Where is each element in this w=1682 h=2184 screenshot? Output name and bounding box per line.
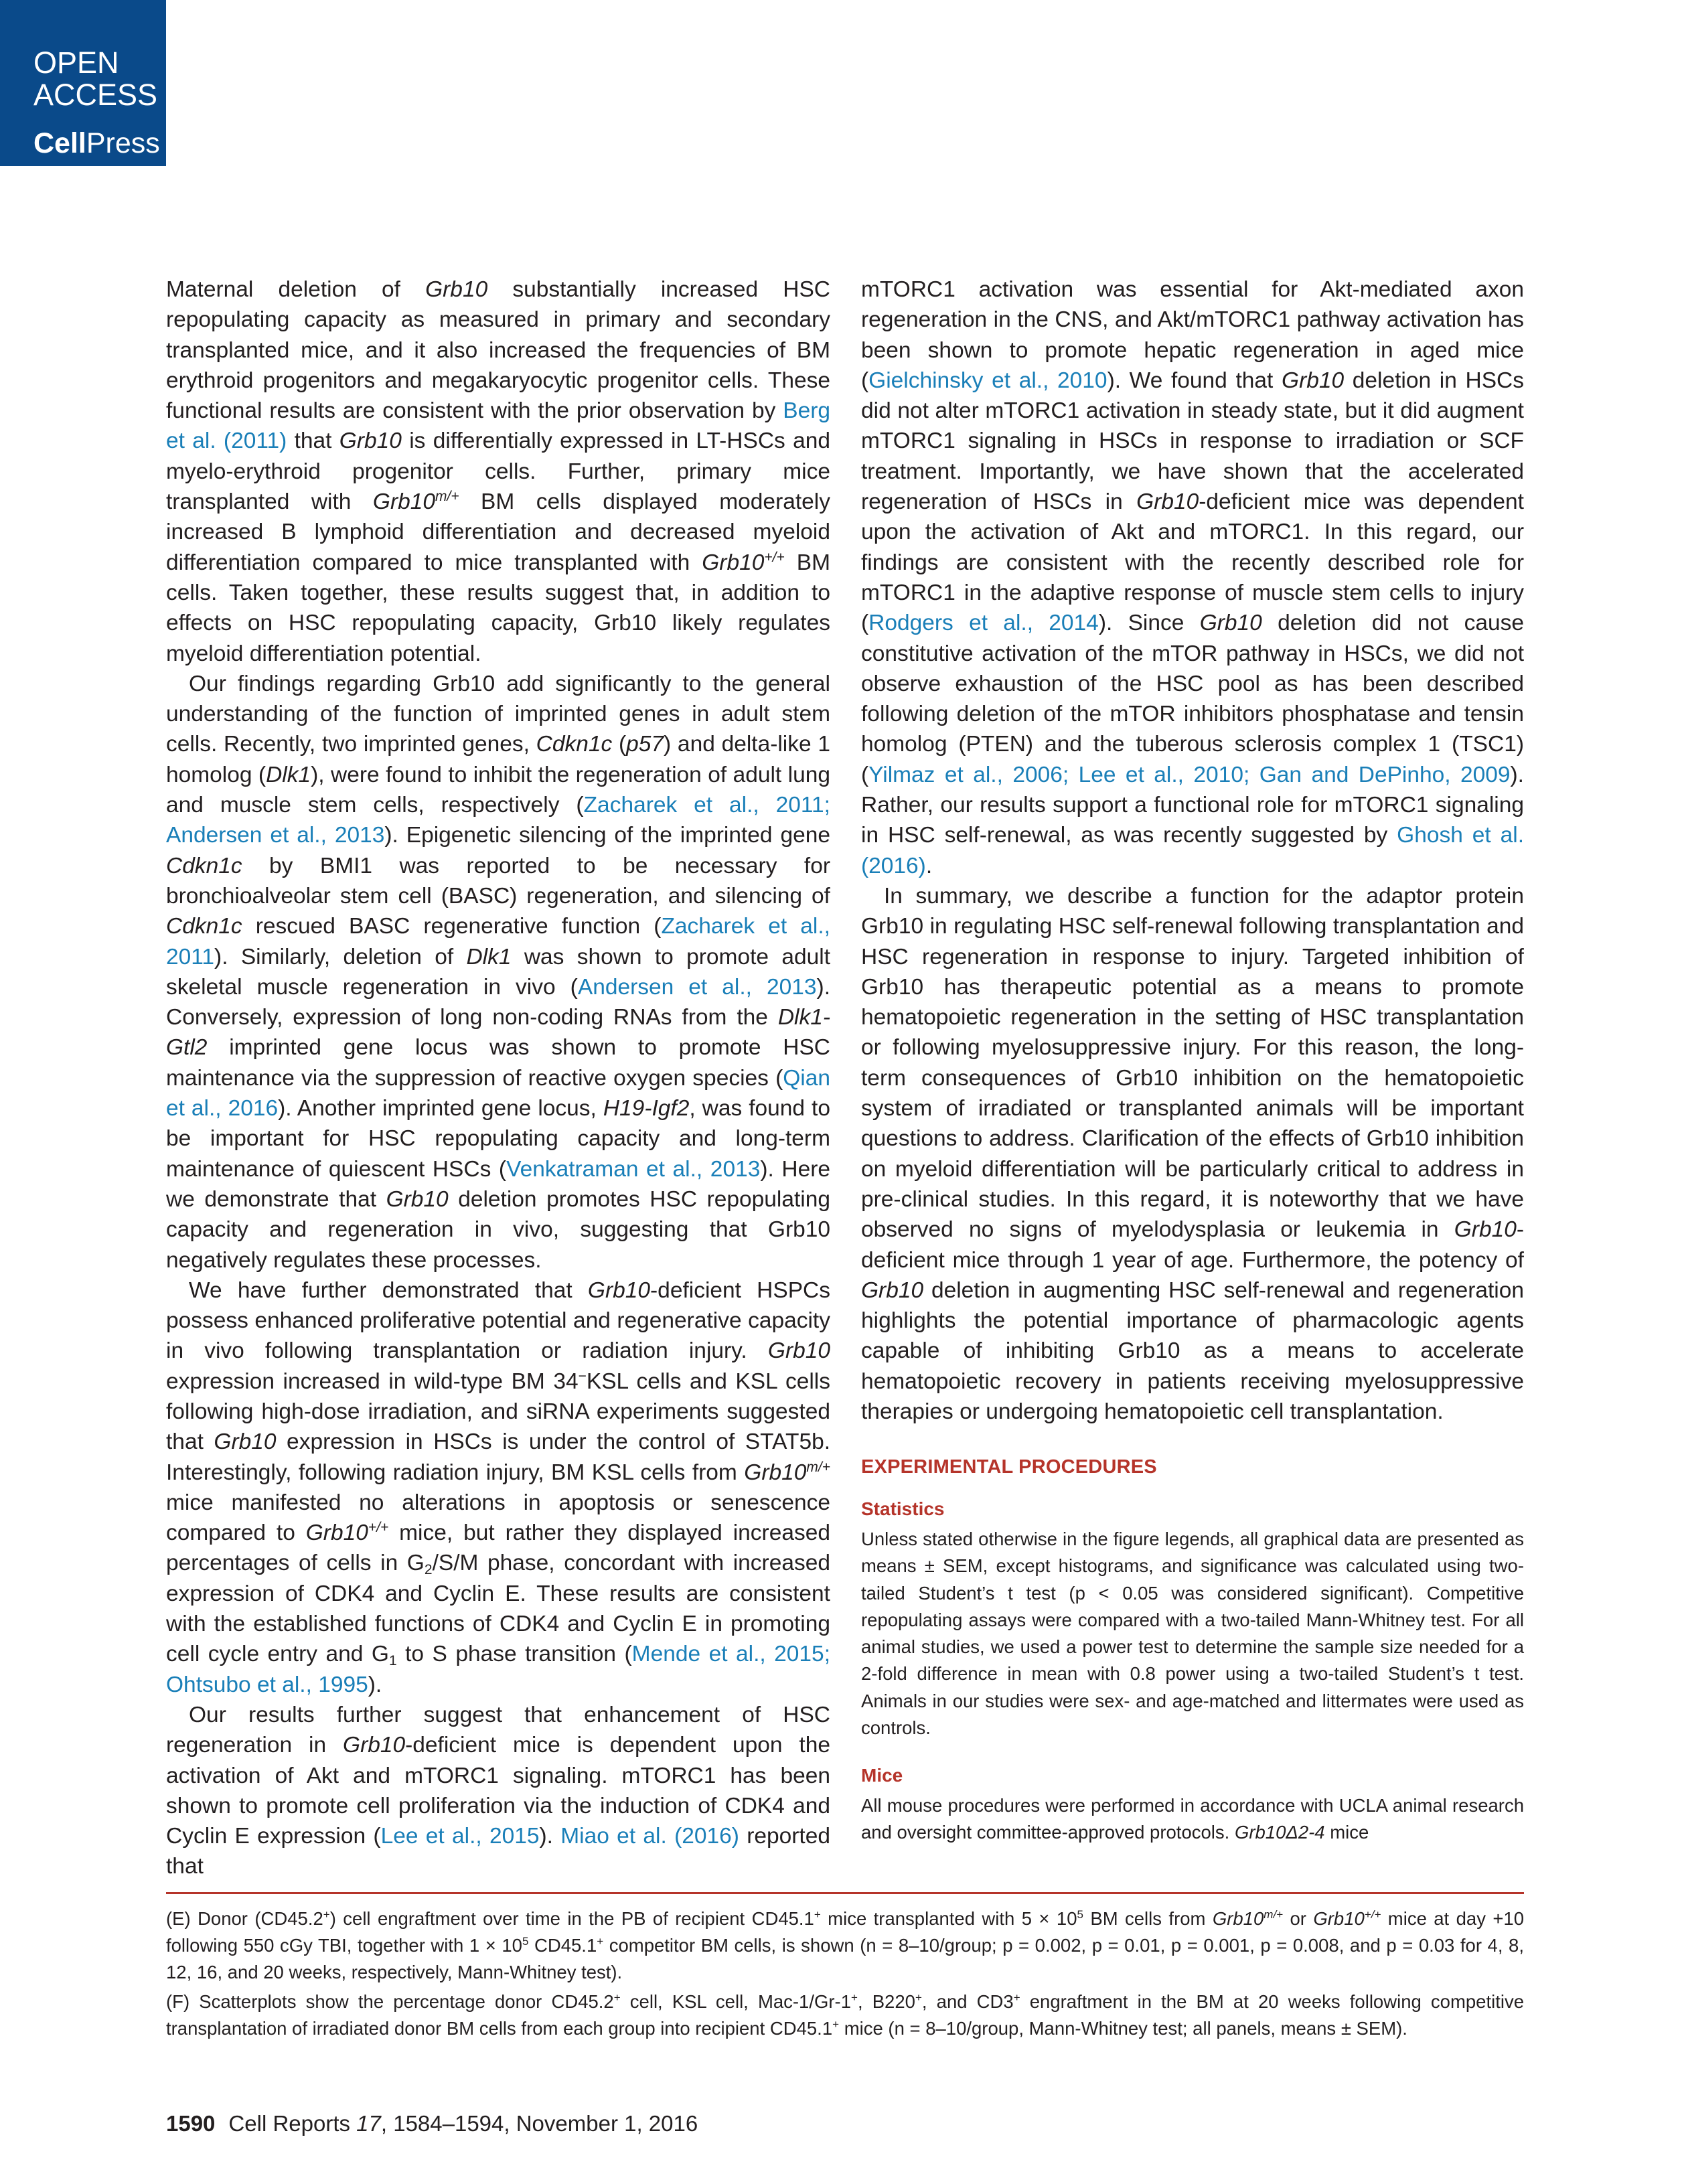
- superscript: 5: [1077, 1908, 1083, 1921]
- subscript: 1: [388, 1653, 397, 1669]
- text-run: /S/M phase, concordant with increased expression of CDK4 and Cyclin E. These results are consistent with the established functions of CDK4 and Cyclin E in promoting cell cycle entry and G: [166, 1551, 830, 1667]
- text-run: mice transplanted with 5 × 10: [820, 1908, 1077, 1929]
- citation-link[interactable]: Zacharek et al., 2011; Andersen et al., 2013: [166, 793, 830, 848]
- legend-divider: [166, 1892, 1524, 1894]
- text-run: p57: [626, 732, 664, 757]
- mice-heading: Mice: [861, 1764, 903, 1786]
- text-run: mice: [1324, 1822, 1369, 1843]
- text-run: ) and delta-like 1 homolog (: [166, 732, 830, 787]
- text-run: Our findings regarding Grb10 add significantly to the general understanding of the function of imprinted genes in adult stem cells. Recently, two imprinted genes,: [166, 671, 830, 757]
- superscript: m/+: [806, 1459, 830, 1475]
- superscript: m/+: [435, 489, 459, 505]
- experimental-procedures-heading: EXPERIMENTAL PROCEDURES: [861, 1456, 1157, 1478]
- statistics-heading: Statistics: [861, 1498, 945, 1520]
- citation-link[interactable]: Miao et al. (2016): [560, 1824, 739, 1849]
- text-run: mice at day +10 following 550 cGy TBI, together with 1 × 10: [166, 1908, 1524, 1956]
- citation-link[interactable]: Berg et al. (2011): [166, 398, 830, 454]
- text-run: expression in HSCs is under the control of STAT5b. Interestingly, following radiation injury, BM KSL cells from: [166, 1429, 831, 1485]
- text-run: is differentially expressed in LT-HSCs and myelo-erythroid progenitor cells. Further, primary mice transplanted with: [166, 428, 830, 515]
- mice-paragraph: [861, 1792, 1524, 1846]
- superscript: −: [578, 1368, 587, 1384]
- superscript: +: [851, 1991, 858, 2004]
- text-run: Our results further suggest that enhancement of HSC regeneration in: [166, 1702, 830, 1758]
- text-run: -deficient mice is dependent upon the activation of Akt and mTORC1 signaling. mTORC1 has been shown to promote cell proliferation via the induction of CDK4 and Cyclin E expression (: [166, 1733, 830, 1849]
- text-run: CD45.1: [528, 1935, 597, 1956]
- citation-link[interactable]: Zacharek et al., 2011: [166, 914, 830, 969]
- superscript: +: [915, 1991, 922, 2004]
- text-run: Grb10: [339, 428, 402, 454]
- text-run: In summary, we describe a function for the adaptor protein Grb10 in regulating HSC self-renewal following transplantation and HSC regeneration in response to injury. Targeted inhibition of Grb10 has therapeutic potential as a means to promote hematopoietic regeneration in the setting of HSC transplantation or following myelosuppressive injury. For this reason, the long-term consequences of Grb10 inhibition on the hematopoietic system of irradiated or transplanted animals will be important questions to address. Clarification of the effects of Grb10 inhibition on myeloid differentiation will be particularly critical to address in pre-clinical studies. In this regard, it is noteworthy that we have observed no signs of myelodysplasia or leukemia in: [861, 883, 1524, 1243]
- text-run: Grb10: [861, 1277, 924, 1303]
- text-run: mTORC1 activation was essential for Akt-mediated axon regeneration in the CNS, and Akt/mTORC1 pathway activation has been shown to promote hepatic regeneration in aged mice (: [861, 277, 1524, 393]
- statistics-paragraph: Unless stated otherwise in the figure legends, all graphical data are presented as means ± SEM, except histograms, and significance was calculated using two-tailed Student’s t test (p < 0.05 was considered significant). Competitive repopulating assays were compared with a two-tailed Mann-Whitney test. For all animal studies, we used a power test to determine the sample size needed for a 2-fold difference in mean with 0.8 power using a two-tailed Student’s t test. Animals in our studies were sex- and age-matched and littermates were used as controls.: [861, 1529, 1524, 1738]
- text-run: Cdkn1c: [166, 853, 242, 878]
- text-run: substantially increased HSC repopulating capacity as measured in primary and secondary transplanted mice, and it also increased the frequencies of BM erythroid progenitors and megakaryocytic progenitor cells. These functional results are consistent with the prior observation by: [166, 277, 830, 424]
- body-paragraph: [166, 1275, 830, 1700]
- text-run: Grb10Δ2-4: [1234, 1822, 1325, 1843]
- text-run: (F) Scatterplots show the percentage donor CD45.2: [166, 1991, 614, 2012]
- open-label: OPEN: [33, 46, 119, 80]
- access-label: ACCESS: [33, 78, 158, 112]
- legend-paragraph: [166, 1905, 1524, 1986]
- text-run: Grb10: [767, 1338, 830, 1364]
- page-footer: [166, 2110, 698, 2137]
- superscript: +/+: [1364, 1908, 1381, 1921]
- cellpress-logo-part-cell: Cell: [33, 127, 86, 159]
- text-run: or: [1283, 1908, 1314, 1929]
- citation-link[interactable]: Qian et al., 2016: [166, 1065, 830, 1121]
- superscript: +: [597, 1935, 604, 1948]
- text-run: engraftment in the BM at 20 weeks following competitive transplantation of irradiated donor BM cells from each group into recipient CD45.1: [166, 1991, 1524, 2039]
- left-column: [166, 275, 830, 1882]
- text-run: -deficient mice was dependent upon the activation of Akt and mTORC1. In this regard, our findings are consistent with the recently described role for mTORC1 in the adaptive response of muscle stem cells to injury (: [861, 489, 1524, 636]
- text-run: ). Rather, our results support a functional role for mTORC1 signaling in HSC self-renewal, as was recently suggested by: [861, 762, 1524, 848]
- journal-volume: 17: [356, 2111, 381, 2136]
- text-run: reported that: [166, 1824, 830, 1879]
- citation-link[interactable]: Venkatraman et al., 2013: [506, 1156, 761, 1182]
- cellpress-logo: [33, 127, 160, 160]
- text-run: mice, but rather they displayed increased percentages of cells in G: [166, 1520, 830, 1576]
- superscript: +: [1013, 1991, 1020, 2004]
- text-run: Grb10: [305, 1520, 368, 1546]
- text-run: BM cells from: [1083, 1908, 1213, 1929]
- text-run: , B220: [857, 1991, 915, 2012]
- text-run: Cdkn1c: [536, 732, 613, 757]
- text-run: Grb10: [587, 1277, 651, 1303]
- body-paragraph: [166, 1700, 830, 1882]
- text-run: ). Epigenetic silencing of the imprinted gene: [384, 823, 830, 848]
- citation-link[interactable]: Rodgers et al., 2014: [868, 611, 1099, 636]
- figure-legend: [166, 1905, 1524, 2044]
- text-run: ). Conversely, expression of long non-coding RNAs from the: [166, 974, 831, 1030]
- text-run: imprinted gene locus was shown to promote HSC maintenance via the suppression of reactive oxygen species (: [166, 1035, 830, 1091]
- text-run: mice (n = 8–10/group, Mann-Whitney test; all panels, means ± SEM).: [839, 2017, 1407, 2039]
- text-run: Maternal deletion of: [166, 277, 426, 302]
- body-paragraph: [166, 669, 830, 1275]
- text-run: to S phase transition (: [396, 1642, 632, 1667]
- citation-link[interactable]: Gielchinsky et al., 2010: [868, 368, 1107, 393]
- right-column: [861, 275, 1524, 1846]
- text-run: Dlk1-Gtl2: [166, 1005, 830, 1061]
- text-run: Dlk1: [266, 762, 311, 787]
- citation-details: , 1584–1594, November 1, 2016: [380, 2111, 698, 2136]
- text-run: rescued BASC regenerative function (: [242, 914, 662, 939]
- citation-link[interactable]: Lee et al., 2015: [380, 1824, 540, 1849]
- text-run: Dlk1: [466, 944, 512, 969]
- text-run: Grb10: [343, 1733, 406, 1758]
- citation-link[interactable]: Mende et al., 2015; Ohtsubo et al., 1995: [166, 1642, 830, 1697]
- text-run: , was found to be important for HSC repopulating capacity and long-term maintenance of quiescent HSCs (: [166, 1096, 830, 1182]
- body-paragraph: [861, 275, 1524, 881]
- text-run: ).: [539, 1824, 561, 1849]
- text-run: ). Similarly, deletion of: [214, 944, 467, 969]
- text-run: that: [287, 428, 339, 454]
- text-run: deletion in HSCs did not alter mTORC1 activation in steady state, but it did augment mTORC1 signaling in HSCs in response to irradiation or SCF treatment. Importantly, we have shown that the accelerated regeneration of HSCs in: [861, 368, 1524, 515]
- text-run: (: [612, 732, 627, 757]
- text-run: ). Since: [1098, 611, 1200, 636]
- superscript: +: [613, 1991, 621, 2004]
- text-run: KSL cells and KSL cells following high-dose irradiation, and siRNA experiments suggested that: [166, 1369, 830, 1455]
- text-run: deletion promotes HSC repopulating capacity and regeneration in vivo, suggesting that Grb10 negatively regulates these processes.: [166, 1186, 830, 1273]
- superscript: +: [323, 1908, 330, 1921]
- superscript: +: [814, 1908, 821, 1921]
- text-run: ). Another imprinted gene locus,: [278, 1096, 603, 1121]
- citation-link[interactable]: Yilmaz et al., 2006; Lee et al., 2010; Gan and DePinho, 2009: [868, 762, 1511, 787]
- text-run: mice manifested no alterations in apoptosis or senescence compared to: [166, 1490, 830, 1546]
- text-run: deletion did not cause constitutive activation of the mTOR pathway in HSCs, we did not observe exhaustion of the HSC pool as has been described following deletion of the mTOR inhibitors phosphatase and tensin homolog (PTEN) and the tuberous sclerosis complex 1 (TSC1) (: [861, 611, 1524, 787]
- citation-link[interactable]: Andersen et al., 2013: [577, 974, 817, 1000]
- text-run: Grb10: [1454, 1217, 1517, 1243]
- body-paragraph: [166, 275, 830, 669]
- text-run: Grb10: [702, 550, 765, 575]
- legend-paragraph: [166, 1988, 1524, 2042]
- text-run: was shown to promote adult skeletal muscle regeneration in vivo (: [166, 944, 830, 1000]
- text-run: ).: [368, 1672, 382, 1697]
- text-run: , and CD3: [921, 1991, 1014, 2012]
- text-run: Grb10: [744, 1460, 807, 1485]
- open-access-badge: [0, 0, 166, 166]
- text-run: Grb10: [1199, 611, 1262, 636]
- text-run: BM cells displayed moderately increased B lymphoid differentiation and decreased myeloid differentiation compared to mice transplanted with: [166, 489, 830, 575]
- text-run: Grb10: [1282, 368, 1345, 393]
- text-run: Grb10: [1136, 489, 1199, 515]
- text-run: expression increased in wild-type BM 34: [166, 1369, 579, 1394]
- text-run: H19-Igf2: [603, 1096, 690, 1121]
- superscript: +: [832, 2017, 840, 2031]
- text-run: cell, KSL cell, Mac-1/Gr-1: [620, 1991, 851, 2012]
- text-run: BM cells. Taken together, these results suggest that, in addition to effects on HSC repopulating capacity, Grb10 likely regulates myeloid differentiation potential.: [166, 550, 830, 666]
- superscript: +/+: [368, 1520, 389, 1536]
- text-run: deletion in augmenting HSC self-renewal and regeneration highlights the potential importance of pharmacologic agents capable of inhibiting Grb10 as a means to accelerate hematopoietic recovery in patients receiving myelosuppressive therapies or undergoing hematopoietic cell transplantation.: [861, 1277, 1524, 1424]
- superscript: 5: [522, 1935, 529, 1948]
- text-run: Grb10: [1212, 1908, 1264, 1929]
- text-run: ). Here we demonstrate that: [166, 1156, 830, 1212]
- text-run: Grb10: [372, 489, 435, 515]
- cellpress-logo-part-press: Press: [86, 127, 160, 159]
- text-run: We have further demonstrated that: [189, 1277, 588, 1303]
- text-run: .: [925, 853, 933, 878]
- superscript: m/+: [1264, 1908, 1284, 1921]
- text-run: Grb10: [386, 1186, 449, 1212]
- citation-link[interactable]: Ghosh et al. (2016): [861, 823, 1524, 878]
- text-run: ), were found to inhibit the regeneration of adult lung and muscle stem cells, respectively (: [166, 762, 830, 818]
- discussion-continued: [861, 275, 1524, 1427]
- text-run: Grb10: [1313, 1908, 1365, 1929]
- text-run: by BMI1 was reported to be necessary for bronchioalveolar stem cell (BASC) regeneration, and silencing of: [166, 853, 830, 909]
- page-number: 1590: [166, 2111, 216, 2136]
- text-run: Cdkn1c: [166, 914, 242, 939]
- text-run: competitor BM cells, is shown (n = 8–10/group; p = 0.002, p = 0.01, p = 0.001, p = 0.008, and p = 0.03 for 4, 8, 12, 16, and 20 weeks, respectively, Mann-Whitney test).: [166, 1935, 1524, 1983]
- text-run: -deficient HSPCs possess enhanced proliferative potential and regenerative capacity in vivo following transplantation or radiation injury.: [166, 1277, 831, 1364]
- body-paragraph: [861, 881, 1524, 1427]
- text-run: Grb10: [214, 1429, 277, 1455]
- superscript: +/+: [764, 549, 785, 565]
- text-run: ). We found that: [1107, 368, 1282, 393]
- text-run: (E) Donor (CD45.2: [166, 1908, 323, 1929]
- text-run: -deficient mice through 1 year of age. Furthermore, the potency of: [861, 1217, 1524, 1273]
- text-run: ) cell engraftment over time in the PB of recipient CD45.1: [329, 1908, 814, 1929]
- subscript: 2: [424, 1562, 433, 1578]
- journal-name: Cell Reports: [228, 2111, 357, 2136]
- text-run: Grb10: [425, 277, 488, 302]
- text-run: All mouse procedures were performed in accordance with UCLA animal research and oversight committee-approved protocols.: [861, 1794, 1524, 1843]
